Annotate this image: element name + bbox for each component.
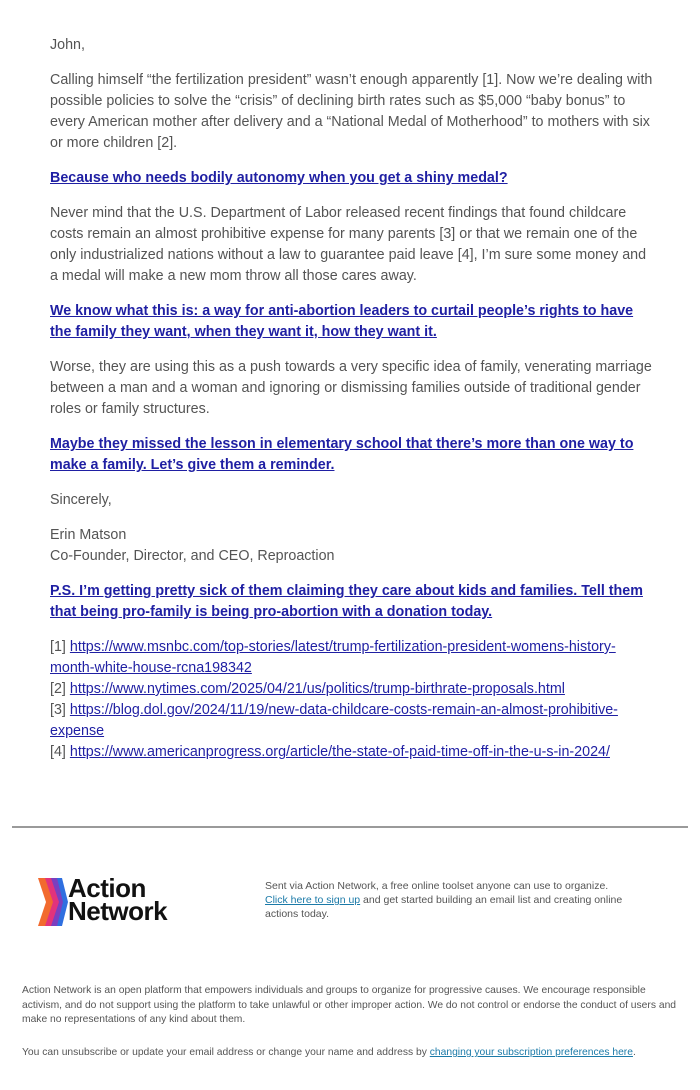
logo-line-1: Action — [68, 873, 146, 903]
paragraph-3: Worse, they are using this as a push towards a very specific idea of family, venerating marriage between a man and a woman and ignoring or dismissing families outside of traditional gender roles or family structures. — [50, 359, 652, 417]
footer-divider — [12, 826, 688, 828]
cta-link-2[interactable]: We know what this is: a way for anti-abortion leaders to curtail people’s rights to have the family they want, when they want it, how they want it. — [50, 303, 634, 340]
email-body — [50, 35, 655, 763]
cta-link-1[interactable]: Because who needs bodily autonomy when you get a shiny medal? — [50, 170, 508, 186]
paragraph-1: Calling himself “the fertilization president” wasn’t enough apparently [1]. Now we’re dealing with possible policies to solve the “crisis” of declining birth rates such as $5,000 “baby bonus” to every American mother after delivery and a “National Medal of Motherhood” to mothers with six or more children [2]. — [50, 72, 653, 151]
footer-sent-via — [265, 879, 635, 921]
reference-link[interactable]: https://www.nytimes.com/2025/04/21/us/politics/trump-birthrate-proposals.html — [69, 681, 565, 697]
reference-number: [1] — [50, 639, 66, 655]
signup-rest-text: and get started building an email list and creating online actions today. — [265, 894, 623, 920]
signup-link[interactable]: Click here to sign up — [265, 894, 361, 906]
reference-item — [50, 742, 655, 763]
reference-item — [50, 700, 655, 742]
unsubscribe-line — [22, 1046, 692, 1060]
reference-link[interactable]: https://www.americanprogress.org/article/the-state-of-paid-time-off-in-the-u-s-in-2024/ — [69, 744, 610, 760]
sent-via-text: Sent via Action Network, a free online toolset anyone can use to organize. — [265, 880, 609, 892]
subscription-preferences-link[interactable]: changing your subscription preferences here — [429, 1047, 633, 1058]
signer-title: Co-Founder, Director, and CEO, Reproaction — [50, 548, 335, 564]
greeting: John, — [50, 37, 85, 53]
reference-item — [50, 637, 655, 679]
unsubscribe-end: . — [632, 1047, 636, 1058]
closing: Sincerely, — [50, 492, 112, 508]
reference-link[interactable]: https://blog.dol.gov/2024/11/19/new-data-childcare-costs-remain-an-almost-prohibitive-expense — [50, 702, 618, 739]
logo-chevrons-icon — [38, 878, 68, 926]
reference-number: [2] — [50, 681, 66, 697]
signature — [50, 525, 655, 567]
signer-name: Erin Matson — [50, 527, 127, 543]
reference-link[interactable]: https://www.msnbc.com/top-stories/latest/trump-fertilization-president-womens-history-month-white-house-rcna198342 — [50, 639, 616, 676]
unsubscribe-text: You can unsubscribe or update your email address or change your name and address by — [22, 1047, 430, 1058]
logo-wordmark — [68, 873, 168, 926]
references — [50, 637, 655, 763]
logo-line-2: Network — [68, 896, 168, 926]
ps-donate-link[interactable]: P.S. I’m getting pretty sick of them claiming they care about kids and families. Tell them that being pro-family is being pro-abortion with a donation today. — [50, 583, 643, 620]
footer-disclaimer: Action Network is an open platform that empowers individuals and groups to organize for progressive causes. We encourage responsible activism, and do not support using the platform to take unlawful or other improper action. We do not control or endorse the conduct of users and make no representations of any kind about them. — [22, 985, 677, 1025]
paragraph-2: Never mind that the U.S. Department of Labor released recent findings that found childcare costs remain an almost prohibitive expense for many parents [3] or that we remain one of the only industrialized nations without a law to guarantee paid leave [4], I’m sure some money and a medal will make a new mom throw all those cares away. — [50, 205, 647, 284]
action-network-logo[interactable] — [38, 873, 198, 927]
reference-item — [50, 679, 655, 700]
reference-number: [4] — [50, 744, 66, 760]
cta-link-3[interactable]: Maybe they missed the lesson in elementary school that there’s more than one way to make a family. Let’s give them a reminder. — [50, 436, 634, 473]
reference-number: [3] — [50, 702, 66, 718]
